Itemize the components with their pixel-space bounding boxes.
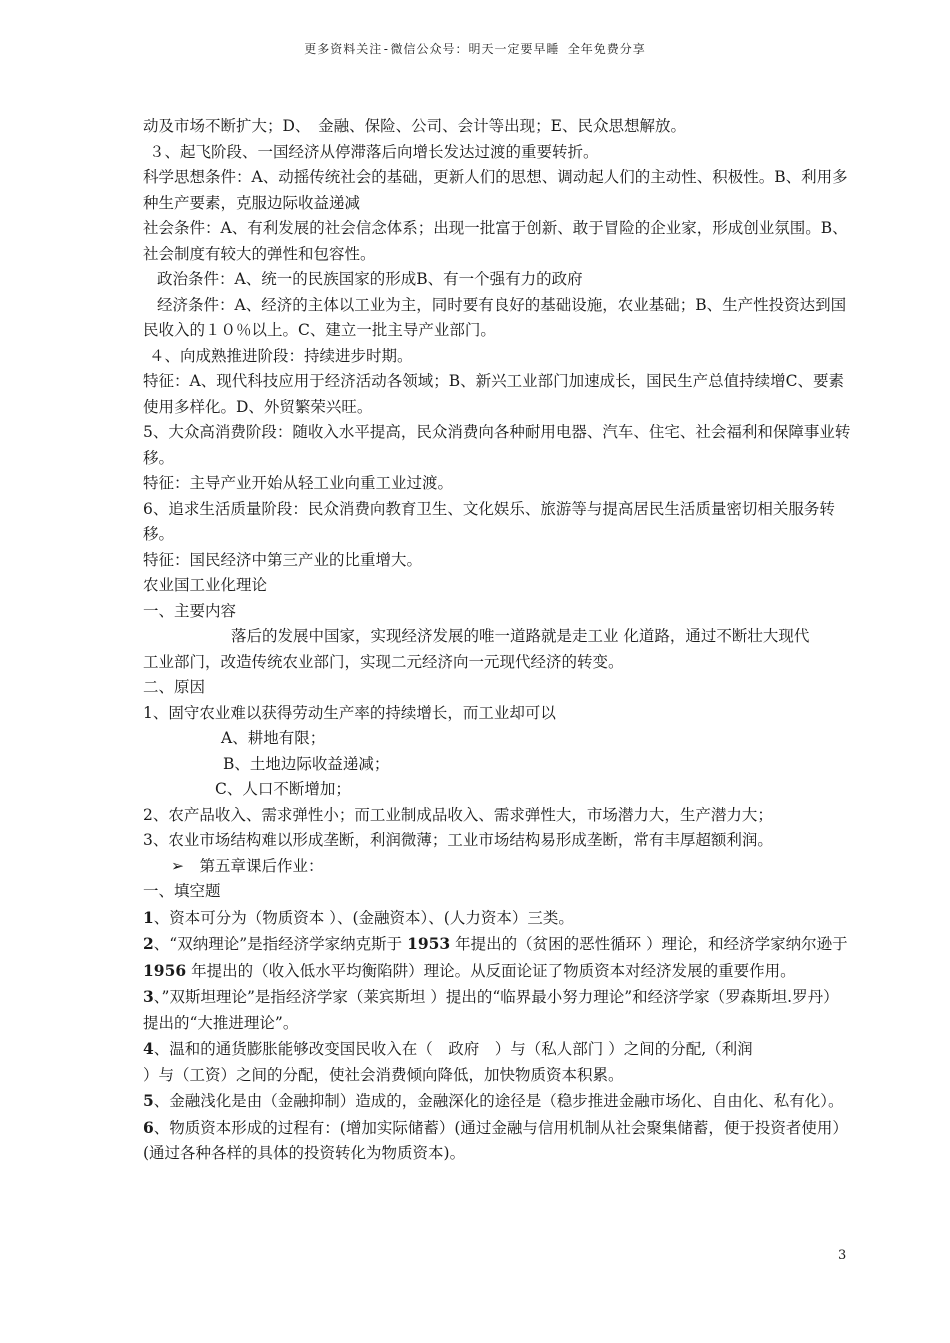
question-text: 、物质资本形成的过程有：(增加实际储蓄）(通过金融与信用机制从社会聚集储蓄，便于投资者使用）(通过各种各样的具体的投资转化为物质资本)。	[143, 1118, 848, 1162]
question-number: 6	[143, 1117, 154, 1137]
question-text: 年提出的（收入低水平均衡陷阱）理论。从反面论证了物质资本对经济发展的重要作用。	[186, 961, 796, 980]
chapter-heading: ➢ 第五章课后作业：	[171, 856, 324, 875]
section-heading: 一、主要内容	[143, 601, 237, 620]
question-1	[143, 905, 851, 932]
question-4	[143, 1036, 851, 1063]
question-number: 2	[143, 934, 154, 953]
text-paragraph: 经济条件：A、经济的主体以工业为主，同时要有良好的基础设施，农业基础；B、生产性投资达到国民收入的１０％以上。C、建立一批主导产业部门。	[143, 295, 847, 339]
question-text: 、“双纳理论”是指经济学家纳克斯于	[153, 935, 408, 953]
text-line: ４、向成熟推进阶段：持续进步时期。	[149, 346, 413, 365]
text-paragraph: 5、大众高消费阶段：随收入水平提高，民众消费向各种耐用电器、汽车、住宅、社会福利和保障事业转移。	[143, 423, 851, 467]
text-line: 特征：国民经济中第三产业的比重增大。	[143, 550, 423, 569]
text-paragraph: 社会条件：A、有利发展的社会信念体系；出现一批富于创新、敢于冒险的企业家，形成创业氛围。B、社会制度有较大的弹性和包容性。	[143, 219, 848, 263]
page-number: 3	[838, 1248, 847, 1263]
text-line: 落后的发展中国家，实现经济发展的唯一道路就是走工业 化道路，通过不断壮大现代	[231, 627, 810, 645]
text-line: ３、起飞阶段、一国经济从停滞落后向增长发达过渡的重要转折。	[149, 142, 599, 161]
question-number: 4	[143, 1039, 154, 1058]
question-number: 1	[143, 907, 154, 927]
text-paragraph: 6、追求生活质量阶段：民众消费向教育卫生、文化娱乐、旅游等与提高居民生活质量密切相关服务转移。	[143, 499, 835, 543]
text-line: 政治条件：A、统一的民族国家的形成B、有一个强有力的政府	[157, 270, 583, 288]
question-text: 、”双斯坦理论”是指经济学家（莱宾斯坦 ）提出的“临界最小努力理论”和经济学家（罗森斯坦.罗丹）提出的“大推进理论”。	[143, 988, 839, 1032]
list-item: C、人口不断增加；	[215, 780, 351, 798]
question-number: 5	[143, 1091, 154, 1110]
question-text: 、资本可分为（物质资本 ）、(金融资本）、(人力资本）三类。	[153, 908, 574, 927]
year-value: 1953	[407, 934, 451, 953]
list-item: A、耕地有限；	[221, 729, 326, 747]
text-line: 3、农业市场结构难以形成垄断，利润微薄；工业市场结构易形成垄断，常有丰厚超额利润。	[143, 831, 773, 849]
section-heading: 一、填空题	[143, 882, 221, 900]
question-3	[143, 984, 851, 1036]
text-line: 1、固守农业难以获得劳动生产率的持续增长，而工业却可以	[143, 703, 556, 722]
section-heading: 二、原因	[143, 678, 206, 696]
list-item: B、土地边际收益递减；	[223, 754, 390, 773]
section-title: 农业国工业化理论	[143, 576, 268, 594]
page-header: 更多资料关注-微信公众号：明天一定要早睡 全年免费分享	[304, 42, 646, 56]
question-text: 年提出的（贫困的恶性循环 ）理论，和经济学家纳尔逊于	[450, 935, 848, 953]
question-6	[143, 1115, 851, 1167]
text-paragraph: 科学思想条件：A、动摇传统社会的基础，更新人们的思想、调动起人们的主动性、积极性。B、利用多种生产要素，克服边际收益递减	[143, 168, 848, 212]
question-4-continued: ）与（工资）之间的分配，使社会消费倾向降低，加快物质资本积累。	[143, 1065, 624, 1084]
question-5	[143, 1088, 851, 1115]
question-text: 、金融浅化是由（金融抑制）造成的，金融深化的途径是（稳步推进金融市场化、自由化、私有化）。	[153, 1092, 844, 1110]
text-line: 工业部门，改造传统农业部门，实现二元经济向一元现代经济的转变。	[143, 652, 624, 671]
text-line: 动及市场不断扩大；D、 金融、保险、公司、会计等出现；E、民众思想解放。	[143, 117, 686, 135]
document-body	[143, 114, 851, 1167]
text-paragraph: 特征：A、现代科技应用于经济活动各领域；B、新兴工业部门加速成长，国民生产总值持续增C、要素使用多样化。D、外贸繁荣兴旺。	[143, 372, 844, 416]
text-line: 特征：主导产业开始从轻工业向重工业过渡。	[143, 474, 454, 492]
text-line: 2、农产品收入、需求弹性小；而工业制成品收入、需求弹性大，市场潜力大，生产潜力大；	[143, 805, 773, 824]
question-text: 、温和的通货膨胀能够改变国民收入在（ 政府 ）与（私人部门 ）之间的分配,（利润	[153, 1040, 753, 1058]
question-number: 3	[143, 987, 154, 1006]
question-2	[143, 931, 851, 984]
year-value: 1956	[143, 960, 187, 980]
